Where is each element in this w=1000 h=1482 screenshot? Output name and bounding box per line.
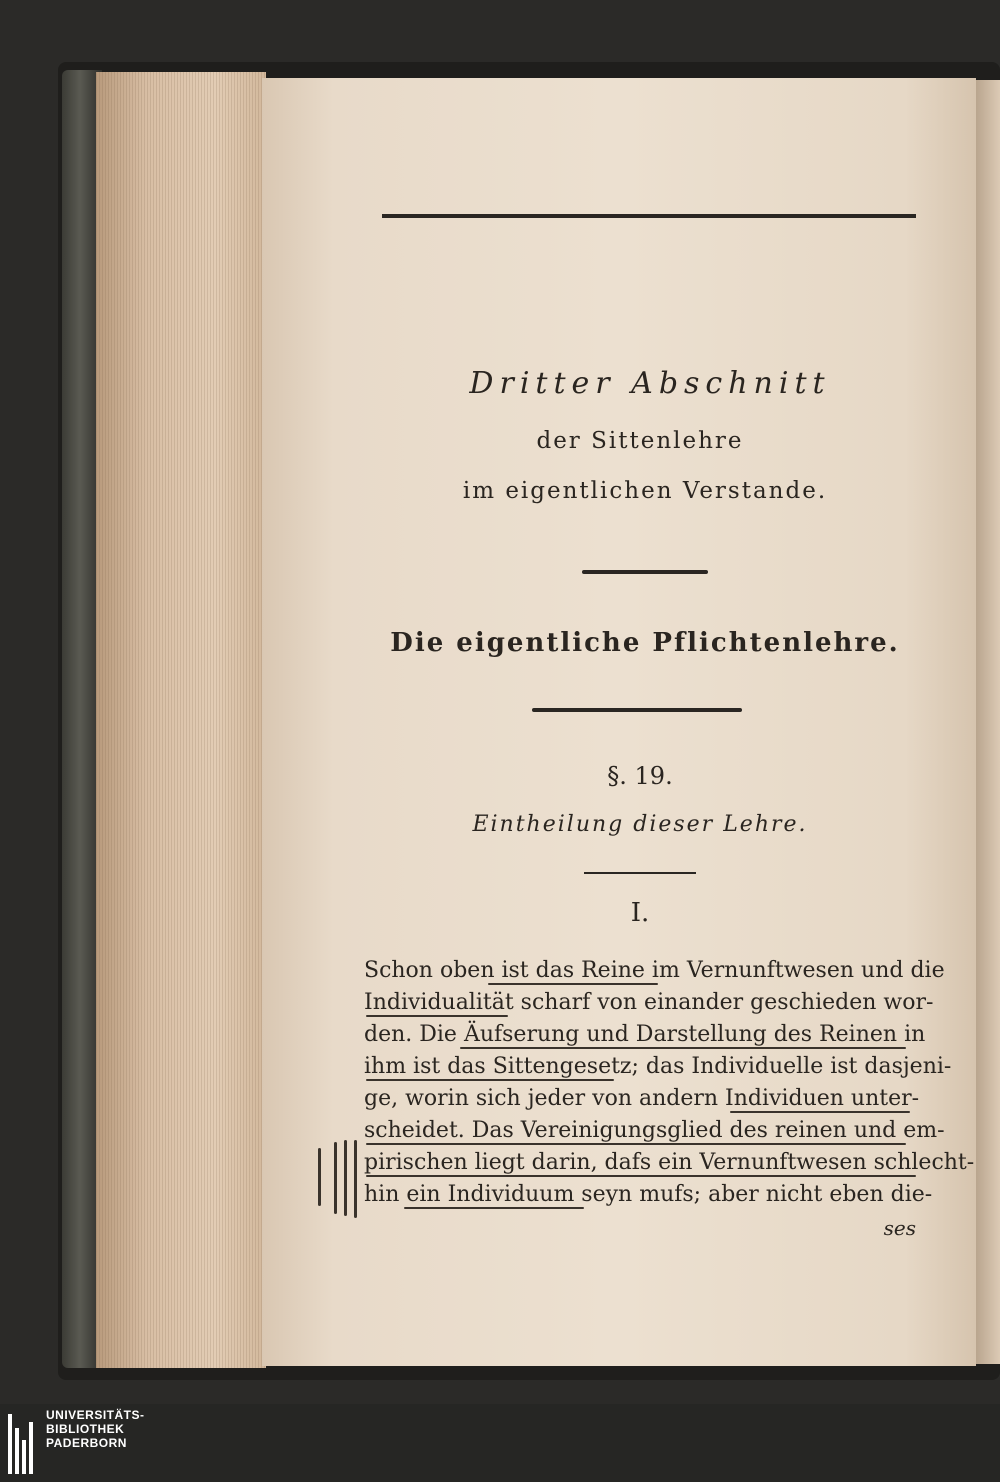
chapter-title: Die eigentliche Pflichtenlehre. — [390, 628, 900, 658]
paragraph-number: §. 19. — [607, 762, 673, 790]
pencil-underline — [404, 1207, 584, 1209]
body-text-line: hin ein Individuum seyn mufs; aber nicht eben die- — [364, 1182, 933, 1207]
library-logo-icon — [8, 1414, 38, 1474]
pencil-underline — [730, 1111, 910, 1113]
margin-mark — [334, 1142, 337, 1214]
library-name-line-2: BIBLIOTHEK — [46, 1422, 125, 1436]
body-text-line: ge, worin sich jeder von andern Individuen unter- — [364, 1086, 920, 1111]
pencil-underline — [366, 1175, 916, 1177]
catchword: ses — [883, 1216, 916, 1240]
pencil-underline — [488, 983, 658, 985]
library-footer — [0, 1404, 1000, 1482]
margin-mark — [344, 1140, 347, 1216]
section-subheading-1: der Sittenlehre — [536, 428, 744, 454]
margin-mark — [354, 1140, 357, 1218]
section-subheading-2: im eigentlichen Verstande. — [462, 478, 828, 504]
library-name — [46, 1408, 145, 1450]
page-block-edges — [96, 72, 266, 1368]
paragraph-title: Eintheilung dieser Lehre. — [472, 812, 808, 837]
pencil-underline — [366, 1079, 614, 1081]
library-name-line-3: PADERBORN — [46, 1436, 127, 1450]
section-heading: Dritter Abschnitt — [469, 366, 831, 401]
library-name-line-1: UNIVERSITÄTS- — [46, 1408, 145, 1422]
facing-page-edge — [976, 80, 1000, 1364]
ornament-rule-2 — [532, 708, 742, 712]
roman-numeral: I. — [630, 898, 650, 928]
body-text-line: scheidet. Das Vereinigungsglied des reinen und em- — [364, 1118, 945, 1143]
pencil-underline — [366, 1143, 906, 1145]
body-text-line: ihm ist das Sittengesetz; das Individuelle ist dasjeni- — [364, 1054, 952, 1079]
ornament-rule-1 — [582, 570, 708, 574]
body-text-line: Schon oben ist das Reine im Vernunftwesen und die — [364, 958, 945, 983]
body-text-line: den. Die Äufserung und Darstellung des Reinen in — [364, 1022, 926, 1047]
body-text-line: pirischen liegt darin, dafs ein Vernunftwesen schlecht- — [364, 1150, 975, 1175]
pencil-underline — [366, 1015, 508, 1017]
body-text-line: Individualität scharf von einander geschieden wor- — [364, 990, 934, 1015]
pencil-underline — [460, 1047, 906, 1049]
short-rule — [584, 872, 696, 874]
top-rule — [382, 214, 916, 218]
margin-mark — [318, 1148, 321, 1206]
